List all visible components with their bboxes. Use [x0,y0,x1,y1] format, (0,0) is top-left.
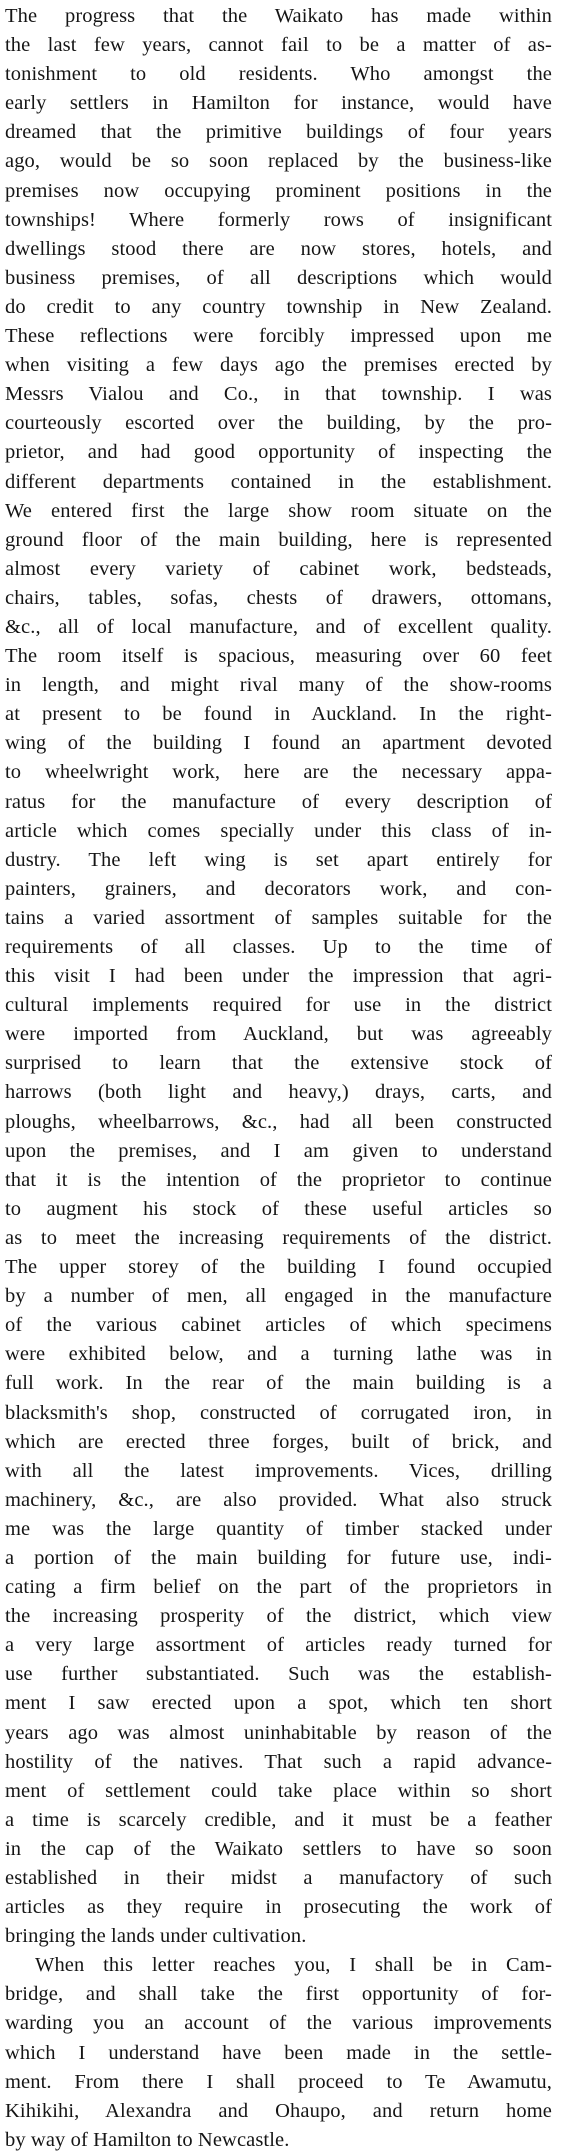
text-line: to augment his stock of these useful articles so [5,1197,552,1220]
text-line: a time is scarcely credible, and it must be a feather [5,1808,552,1831]
text-line: when visiting a few days ago the premises erected by [5,354,552,377]
text-line: townships! Where formerly rows of insignificant [5,208,552,231]
text-line: by a number of men, all engaged in the manufacture [5,1285,552,1308]
text-line: painters, grainers, and decorators work, and con- [5,877,552,900]
text-line: requirements of all classes. Up to the time of [5,936,552,958]
text-line: tains a varied assortment of samples suitable for the [5,906,552,929]
text-line: years ago was almost uninhabitable by reason of the [5,1721,552,1744]
text-line: wing of the building I found an apartment devoted [5,732,552,755]
text-line: established in their midst a manufactory of such [5,1867,552,1889]
text-line: When this letter reaches you, I shall be in Cam- [35,1954,552,1977]
text-line: me was the large quantity of timber stacked under [5,1517,552,1540]
text-line: cultural implements required for use in the district [5,994,552,1017]
text-line: ago, would be so soon replaced by the business-like [5,150,552,173]
text-line: articles as they require in prosecuting the work of [5,1896,552,1919]
text-line: harrows (both light and heavy,) drays, carts, and [5,1081,552,1104]
text-line: ploughs, wheelbarrows, &c., had all been constructed [5,1110,552,1133]
text-line: full work. In the rear of the main building is a [5,1372,552,1395]
text-line: the last few years, cannot fail to be a matter of as- [5,34,552,57]
paragraph-2 [5,1951,552,2155]
text-line: business premises, of all descriptions which would [5,266,552,289]
text-line: to wheelwright work, here are the necessary appa- [5,761,552,784]
text-line: early settlers in Hamilton for instance, would have [5,92,552,115]
text-line: dustry. The left wing is set apart entirely for [5,848,552,871]
text-line: ment. From there I shall proceed to Te Awamutu, [5,2070,552,2093]
text-line: &c., all of local manufacture, and of excellent quality. [5,615,552,638]
text-line: bridge, and shall take the first opportunity of for- [5,1983,552,2006]
text-line: with all the latest improvements. Vices, drilling [5,1459,552,1482]
text-line: Messrs Vialou and Co., in that township. I was [5,383,552,406]
text-line: We entered first the large show room situate on the [5,499,552,522]
text-line: in length, and might rival many of the show-rooms [5,674,552,697]
text-line: machinery, &c., are also provided. What also struck [5,1488,552,1511]
text-line: warding you an account of the various improvements [5,2012,552,2035]
text-line: do credit to any country township in New Zealand. [5,295,552,318]
text-line: as to meet the increasing requirements of the district. [5,1226,552,1249]
text-line: upon the premises, and I am given to understand [5,1139,552,1162]
text-line: the increasing prosperity of the district, which view [5,1605,552,1628]
text-line: ratus for the manufacture of every description of [5,790,552,813]
text-line: chairs, tables, sofas, chests of drawers, ottomans, [5,586,552,609]
text-line: at present to be found in Auckland. In the right- [5,703,552,726]
text-line: ment of settlement could take place within so short [5,1779,552,1802]
text-line: a portion of the main building for future use, indi- [5,1546,552,1569]
text-line: article which comes specially under this class of in- [5,819,552,842]
text-line: These reflections were forcibly impressed upon me [5,325,552,348]
article-body [5,2,552,2155]
text-line: in the cap of the Waikato settlers to have so soon [5,1837,552,1860]
text-line: were imported from Auckland, but was agreeably [5,1023,552,1046]
text-line: dreamed that the primitive buildings of four years [5,121,552,144]
text-line: The upper storey of the building I found occupied [5,1256,552,1279]
text-line: The room itself is spacious, measuring over 60 feet [5,645,552,668]
text-line: different departments contained in the establishment. [5,470,552,493]
text-line: ment I saw erected upon a spot, which ten short [5,1692,552,1715]
text-line: Kihikihi, Alexandra and Ohaupo, and return home [5,2099,552,2122]
text-line: prietor, and had good opportunity of inspecting the [5,441,552,464]
text-line: were exhibited below, and a turning lathe was in [5,1343,552,1366]
text-line: The progress that the Waikato has made within [5,5,552,27]
text-line: surprised to learn that the extensive stock of [5,1052,552,1075]
text-line: premises now occupying prominent positions in the [5,179,552,202]
text-line: courteously escorted over the building, by the pro- [5,412,552,435]
text-line: bringing the lands under cultivation. [5,1925,307,1948]
text-line: dwellings stood there are now stores, hotels, and [5,237,552,260]
text-line: tonishment to old residents. Who amongst the [5,63,552,86]
text-line: of the various cabinet articles of which specimens [5,1314,552,1337]
text-line: this visit I had been under the impression that agri- [5,965,552,988]
text-line: cating a firm belief on the part of the proprietors in [5,1576,552,1599]
text-line: which I understand have been made in the settle- [5,2041,552,2064]
text-line: a very large assortment of articles ready turned for [5,1634,552,1657]
text-line: use further substantiated. Such was the establish- [5,1663,552,1686]
paragraph-1 [5,2,552,1951]
text-line: by way of Hamilton to Newcastle. [5,2128,290,2151]
text-line: hostility of the natives. That such a rapid advance- [5,1750,552,1773]
text-line: that it is the intention of the proprietor to continue [5,1168,552,1191]
text-line: blacksmith's shop, constructed of corrugated iron, in [5,1401,552,1424]
text-line: ground floor of the main building, here is represented [5,528,552,551]
text-line: which are erected three forges, built of brick, and [5,1430,552,1453]
text-line: almost every variety of cabinet work, bedsteads, [5,557,552,580]
